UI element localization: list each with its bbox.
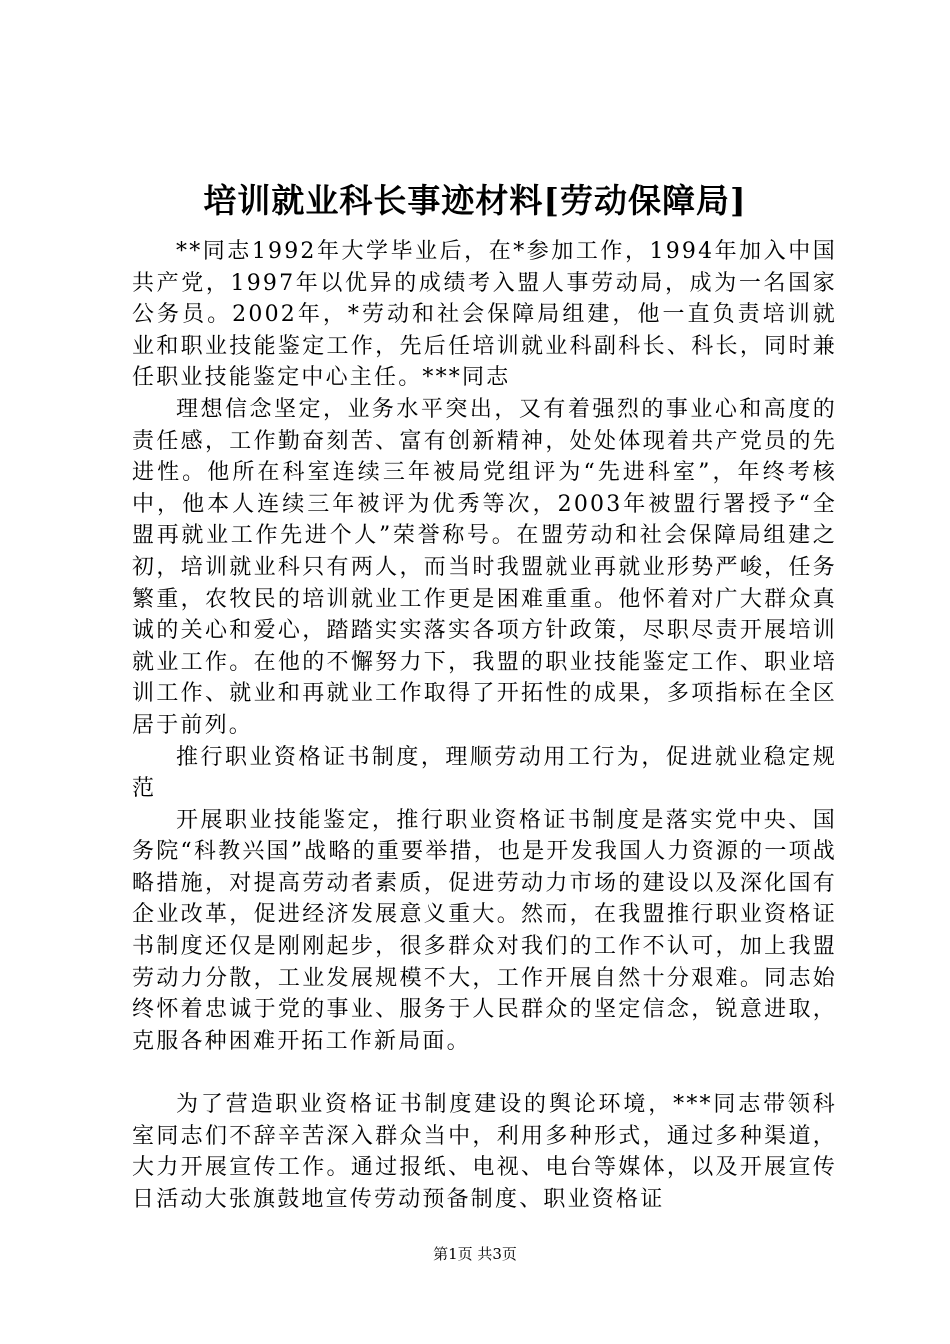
section-heading-certificate: 推行职业资格证书制度，理顺劳动用工行为，促进就业稳定规范 <box>132 744 837 802</box>
paragraph-character: 理想信念坚定，业务水平突出，又有着强烈的事业心和高度的责任感，工作勤奋刻苦、富有创新精神，处处体现着共产党员的先进性。他所在科室连续三年被局党组评为“先进科室”，年终考核中，他本人连续三年被评为优秀等次，2003年被盟行署授予“全盟再就业工作先进个人”荣誉称号。在盟劳动和社会保障局组建之初，培训就业科只有两人，而当时我盟就业再就业形势严峻，任务繁重，农牧民的培训就业工作更是困难重重。他怀着对广大群众真诚的关心和爱心，踏踏实实落实各项方针政策，尽职尽责开展培训就业工作。在他的不懈努力下，我盟的职业技能鉴定工作、职业培训工作、就业和再就业工作取得了开拓性的成果，多项指标在全区居于前列。 <box>132 396 837 738</box>
page-number-footer: 第1页 共3页 <box>433 1245 517 1263</box>
paragraph-publicity: 为了营造职业资格证书制度建设的舆论环境，***同志带领科室同志们不辞辛苦深入群众当中，利用多种形式，通过多种渠道，大力开展宣传工作。通过报纸、电视、电台等媒体，以及开展宣传日活动大张旗鼓地宣传劳动预备制度、职业资格证 <box>132 1092 837 1212</box>
paragraph-gap <box>132 1057 837 1089</box>
paragraph-intro: **同志1992年大学毕业后，在*参加工作，1994年加入中国共产党，1997年以优异的成绩考入盟人事劳动局，成为一名国家公务员。2002年，*劳动和社会保障局组建，他一直负责培训就业和职业技能鉴定工作，先后任培训就业科副科长、科长，同时兼任职业技能鉴定中心主任。***同志 <box>132 239 837 391</box>
document-body <box>132 236 837 1215</box>
document-title: 培训就业科长事迹材料[劳动保障局] <box>203 181 747 220</box>
paragraph-skill-appraisal: 开展职业技能鉴定，推行职业资格证书制度是落实党中央、国务院“科教兴国”战略的重要举措，也是开发我国人力资源的一项战略措施，对提高劳动者素质，促进劳动力市场的建设以及深化国有企业改革，促进经济发展意义重大。然而，在我盟推行职业资格证书制度还仅是刚刚起步，很多群众对我们的工作不认可，加上我盟劳动力分散，工业发展规模不大，工作开展自然十分艰难。同志始终怀着忠诚于党的事业、服务于人民群众的坚定信念，锐意进取，克服各种困难开拓工作新局面。 <box>132 807 837 1054</box>
